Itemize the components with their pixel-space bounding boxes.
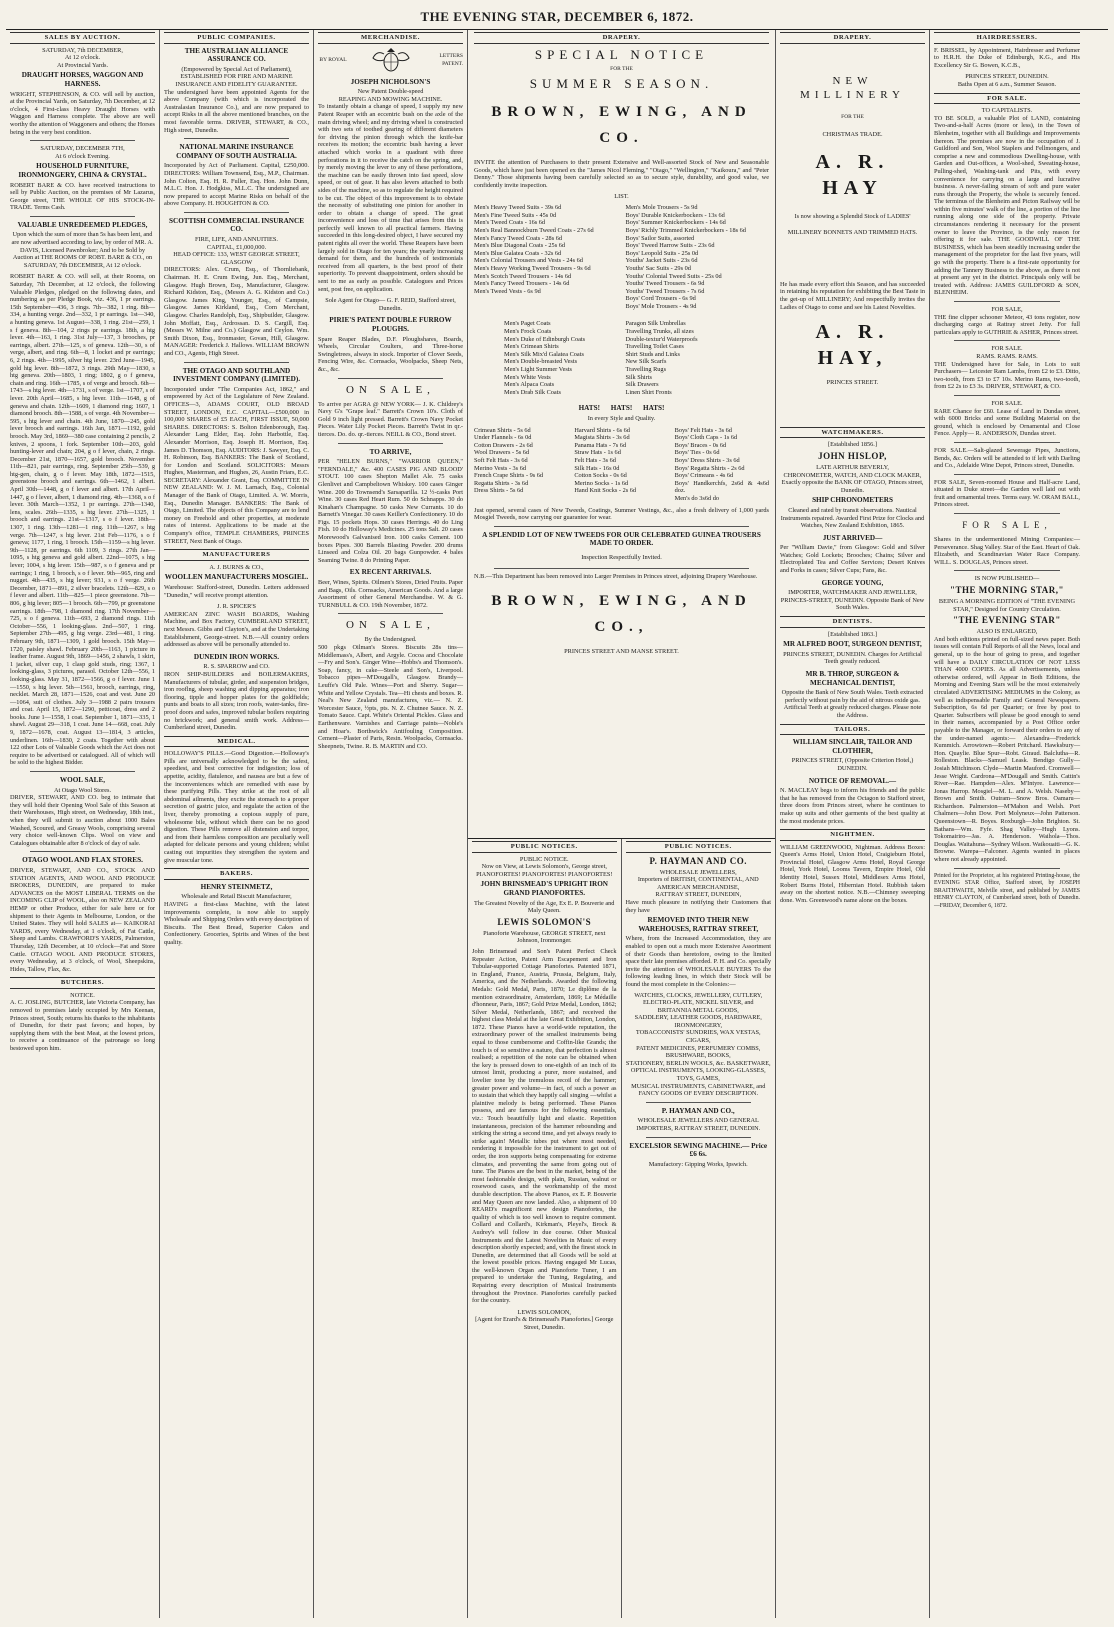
price-list-item: Boys' Leopold Suits - 25s 0d <box>625 249 699 257</box>
goods-list <box>474 320 769 396</box>
column-drapery-and-notices <box>468 30 776 1618</box>
price-list-item: Men's Colonial Trousers and Vests - 24s 6d <box>474 257 583 265</box>
goods-list-item: Men's White Vests <box>504 373 551 381</box>
jeweller-line: FANCY GOODS OF EVERY DESCRIPTION. <box>638 1090 759 1098</box>
divider <box>494 568 749 569</box>
sale-heading: FOR SALE. <box>991 399 1023 407</box>
goods-list-item: Silk Drawers <box>625 381 659 389</box>
hats-list-item: Boys' Braces - 0s 6d <box>674 441 727 449</box>
jeweller-line: OPTICAL INSTRUMENTS, LOOKING-GLASSES, TOYS, GAMES, <box>630 1067 766 1083</box>
goods-list-right <box>626 320 770 396</box>
notice-sub: The Greatest Novelty of the Age, Ex E. P. Bouverie and Maly Queen. <box>474 899 615 915</box>
price-list-item: Men's Fancy Tweed Coats - 28s 6d <box>474 234 563 242</box>
price-list-item: Youths' Colonial Tweed Suits - 25s 0d <box>625 272 722 280</box>
notice-body: A. C. JOSLING, BUTCHER, late Victoria Company, has removed to premises lately occupied by Mrs Keenan, Princes street, South; returns his thanks to the inhabitants of Dunedin, for their past favors; and hopes, by supplying them with the best Meat, at the lowest prices, to receive a continuance of the patronage so long bestowed upon him. <box>10 999 155 1053</box>
jeweller-line: PATENT MEDICINES, PERFUMERY COMBS, BRUSHWARE, BOOKS, <box>636 1044 761 1060</box>
hats-list-item: Magista Shirts - 3s 6d <box>574 434 630 442</box>
goods-list-item: Men's Frock Coats <box>504 328 552 336</box>
watch-late: LATE ARTHUR BEVERLY, <box>816 463 889 471</box>
firm-name: BROWN, EWING, AND CO. <box>491 104 752 147</box>
price-list-item: Men's Fine Tweed Suits - 45s 0d <box>474 211 557 219</box>
auction-title: VALUABLE UNREDEEMED PLEDGES, <box>17 220 148 229</box>
goods-list-item: Men's Light Summer Vests <box>504 366 573 374</box>
divider <box>184 212 289 213</box>
dentist-body: Opposite the Bank of New South Wales. Teeth extracted perfectly without pain by the aid of nitrous oxide gas. Artificial Teeth at greatly reduced charges. Please note the Address. <box>781 689 924 719</box>
rams-line: RAMS. RAMS. RAMS. <box>976 352 1038 360</box>
removal-title: NOTICE OF REMOVAL.— <box>808 776 897 785</box>
sale-body: THE Undersigned have for Sale, in Lots to suit Purchasers— Leicester Ram Lambs, from £2 to £3. Ditto, two-tooth, from £3 to £7 10s. Merino Rams, two-tooth, from £2 2s to £3 3s. DRIVER, STEWART, & CO. <box>934 360 1080 391</box>
morning-star-title: "THE MORNING STAR," <box>949 585 1065 596</box>
price-list-item: Boys' Durable Knickerbockers - 13s 6d <box>625 211 725 219</box>
jeweller-line: SADDLERY, LEATHER GOODS, HARDWARE, IRONMONGERY, <box>634 1014 762 1029</box>
millinery-title: NEW MILLINERY <box>800 74 905 101</box>
section-header: TAILORS. <box>780 724 925 736</box>
hats-list-item: Boys' Ties - 0s 6d <box>674 449 720 457</box>
published-being: BEING A MORNING EDITION of "THE EVENING STAR," Designed for Country Circulation. <box>938 598 1076 613</box>
maker-body: Warehouse: Stafford-street, Dunedin. Letters addressed "Dunedin," will receive prompt attention. <box>164 584 309 599</box>
sale-body: FOR SALE.—Salt-glazed Sewerage Pipes, Junctions, Bends, &c. Orders will be attended to if left with Darling and Co., Adelaide Wine Depot, Princes street, Dunedin. <box>934 446 1080 470</box>
hats-list-item: Felt Hats - 3s 6d <box>574 456 616 464</box>
crest-left-text: BY ROYAL <box>319 56 347 63</box>
medical-body: HOLLOWAY'S PILLS.—Good Digestion.—Holloway's Pills are universally acknowledged to be the safest, speediest, and best corrective for indigestion; loss of appetite, acidity, flatulence, and nausea are but a few of the inconveniences which are remedied with ease by these purifying Pills. They strike at the root of all abdominal ailments, they excite the stomach to a proper secretion of gastric juice, and regulate the action of the liver, thereby promoting a copious supply of pure, wholesome bile, without which there can be no good digestion. These Pills remove all distension and torpor, and from their harmless composition are peculiarly well adapted for delicate persons and young children; whilst casting out impurities they strengthen the system and give muscular tone. <box>164 750 309 864</box>
goods-list-left <box>474 320 618 396</box>
price-list-item: Boys' Mole Trousers - 4s 9d <box>625 302 697 310</box>
auction-title: WOOL SALE, <box>59 776 106 785</box>
sale-heading: EX RECENT ARRIVALS. <box>349 568 432 577</box>
maker-body: AMERICAN ZINC WASH BOARDS, Washing Machine, and Box Factory, CUMBERLAND STREET, next Messrs. Gibbs and Clayton's, and at the Undertaking Establishment, George-street. N.B.—All country orders addressed as above will be personally attended to. <box>164 610 309 649</box>
royal-coat-of-arms-icon <box>369 48 413 74</box>
goods-list-item: Men's Silk Mix'd Galatea Coats <box>504 350 584 358</box>
published-also: ALSO IS ENLARGED, <box>976 628 1038 636</box>
price-list-item: Men's Heavy Working Tweed Trousers - 9s 6d <box>474 264 591 272</box>
goods-list-item: Linen Shirt Fronts <box>625 388 672 396</box>
divider <box>30 216 135 217</box>
column-hairdressers-for-sale <box>930 30 1084 1618</box>
section-header: WATCHMAKERS. <box>780 427 925 439</box>
auction-time: At 6 o'clock Evening. <box>55 152 110 160</box>
sale-body: FOR SALE, Seven-roomed House and Half-acre Land, situated in Duke street—the Garden well laid out with fruit and ornamental trees. Terms easy. W. ORAM BALL, Princes street. <box>934 478 1080 509</box>
price-list-right <box>626 204 770 310</box>
section-header: SALES BY AUCTION. <box>10 32 155 44</box>
sale-body: RARE Chance for £60. Lease of Land in Dundas street, with 6000 Bricks and some Building Material on the ground, which is enclosed by Ornamental and Close Fence. Apply— R. ANDERSON, Dundas street. <box>934 407 1080 438</box>
goods-list-item: Men's Drab Silk Coats <box>504 388 561 396</box>
hats-list-item: Boys' Regatta Shirts - 2s 6d <box>674 464 745 472</box>
auction-title: HOUSEHOLD FURNITURE, IRONMONGERY, CHINA & CRYSTAL. <box>18 162 147 179</box>
divider <box>646 1137 752 1138</box>
auction-place: At Provincial Yards. <box>56 61 109 69</box>
sale-body: TO BE SOLD, a valuable Plot of LAND, containing Two-and-a-half Acres (more or less), in the Town of Blenheim, together with all Buildings and Improvements thereon. The premises are now in the occupation of J. Guildford and Son, Wool Staplers and Fellmongers, and comprise a new and commodious Dwelling-house, with Garden and Out-offices, a Wool-shed, Sweating-house, Pulling-shed, Washing-tank and Pits, with every convenience for carrying on a large and lucrative business. A never-failing stream of soft and pure water runs through the Property, the whole is securely fenced. The terminus of the Blenheim and Picton Railway will be within five minutes' walk of the line, a portion of the line running along one side of the property. Private circumstances rendering it necessary for the present owner to leave the Province, is the only reason for offering it for sale. THE GOODWILL OF THE BUSINESS, which has been steadily increasing under the management of the proprietor for the last five years, will go with the property. There is a first-rate opportunity for adding the Tannery Business to the above, as there is not at present any yet in the district. Principals only will be treated with. Address: JAMES GUILDFORD & SON, BLENHEIM. <box>934 114 1080 297</box>
jeweller-lines <box>626 992 772 1098</box>
maker-title: WOOLLEN MANUFACTURERS MOSGIEL. <box>164 573 309 582</box>
evening-star-title: "THE EVENING STAR" <box>953 615 1061 626</box>
hats-list-item: Boys' Cloth Caps - 1s 6d <box>674 434 738 442</box>
jeweller-removed: REMOVED INTO THEIR NEW WAREHOUSES, RATTRAY STREET, <box>638 916 759 933</box>
auction-body: Upon which the sum of more than 5s has been lent, and are now advertised according to law, by order of MR. A. DAVIS, Licensed Pawnbroker; And to be Sold by Auction at THE ROOMS OF ROBT. BARE & CO., on SATURDAY, 7th DECEMBER, At 12 o'clock. <box>11 231 154 269</box>
company-title: THE OTAGO AND SOUTHLAND INVESTMENT COMPANY (LIMITED). <box>172 366 301 384</box>
hay-body: He has made every effort this Season, and has succeeded in retaining his reputation for exhibiting the Best Taste in the get-up of MILLINERY; And respectfully invites the Ladies of Otago to come and see his Latest Novelties. <box>780 280 925 311</box>
imprint: Printed for the Proprietor, at his registered Printing-house, the EVENING STAR Office, Stafford street, by JOSEPH BRAITHWAITE, Melville street, and published by JAMES HENRY CLAYTON, of Cumberland street, both of Dunedin.—FRIDAY, December 6, 1872. <box>934 872 1080 909</box>
jeweller-line: WATCHES, CLOCKS, JEWELLERY, CUTLERY, <box>634 991 763 999</box>
goods-list-item: Travelling Trunks, all sizes <box>625 328 694 336</box>
company-body: The undersigned have been appointed Agents for the above Company (with which is incorporated the Australasian Insurance Co.), and are now prepared to accept Risks in all the above mentioned branches, on the most favorable terms. DRIVER, STEWART, & CO., High street, Dunedin. <box>164 88 309 134</box>
dealer-sign: LEWIS SOLOMON, <box>517 1308 572 1316</box>
sale-heading: FOR SALE. <box>991 345 1023 353</box>
goods-list-item: Shirt Studs and Links <box>625 350 680 358</box>
section-header: PUBLIC NOTICES. <box>626 841 772 853</box>
goods-list-item: Men's Crimean Shirts <box>504 343 559 351</box>
hats-list-item: Boys' Handkerchfs, 2s6d & 4s6d doz. <box>674 479 769 495</box>
tailor-body: PRINCES STREET, (Opposite Criterion Hotel,) DUNEDIN. <box>791 757 914 772</box>
price-list-item: Boys' Richly Trimmed Knickerbockers - 18s 6d <box>625 226 746 234</box>
notices-col-left <box>468 839 622 1618</box>
notices-block <box>468 839 775 1618</box>
hats-list-col <box>675 427 769 503</box>
divider <box>954 570 1060 571</box>
watch-ship: SHIP CHRONOMETERS <box>812 496 893 505</box>
hats-list-item: Dress Shirts - 5s 6d <box>474 487 524 495</box>
auction-time: At 12 o'clock. <box>64 54 101 62</box>
auction-body: DRIVER, STEWART, AND CO. beg to intimate that they will hold their Opening Wool Sale of this Season at their Warehouses, High street, on Wednesday, 18th inst., when they will submit to auction about 1000 Bales Washed, Scoured, and Greasy Wools, comprising several very choice well-known Clips. Wool on view and Catalogues obtainable after 8 o'clock of day of sale. <box>10 794 155 847</box>
auction-body: ROBERT BARE & CO. have received instructions to sell by Public Auction, on the premises of Mr Lazarus, George street, THE WHOLE OF HIS STOCK-IN-TRADE. Terms Cash. <box>10 181 155 212</box>
hairdresser-hours: Baths Open at 6 a.m., Summer Season. <box>957 80 1057 88</box>
merch-sub: New Patent Double-speed <box>357 88 424 96</box>
goods-list-item: Travelling Rugs <box>625 366 667 374</box>
sale-heading: TO ARRIVE, <box>369 447 412 456</box>
section-header: NIGHTMEN. <box>780 829 925 841</box>
auction-title: DRAUGHT HORSES, WAGGON AND HARNESS. <box>21 71 144 88</box>
divider <box>954 395 1060 396</box>
divider <box>184 362 289 363</box>
section-header: PUBLIC NOTICES. <box>472 841 617 853</box>
firm-name: BROWN, EWING, AND CO., <box>491 593 752 636</box>
hats-list-item: Merino Vests - 3s 6d <box>474 464 527 472</box>
sale-body: PER "HELEN BURNS," "WARRIOR QUEEN," "FERNDALE," &c. 400 CASES PIG AND BLOOD' STOUT. 100 cases Shepton Mallet Ale. 75 casks Glenlivet and Campbeltown Whiskey. 100 cases Ginger Wine. 200 do Townsend's Sarsaparilla. 12 ½-casks Port Wine. 30 cases Red Heart Rum. 50 do Schnapps. 30 do Kinahan's Champagne. 50 casks New Currants. 10 do Barnett's Vinegar. 30 cases Keiller's Confectionery. 10 do Figs. 15 pockets Hops. 30 cases Herrings. 40 do Ling Fish. 10 do Holloway's Medicines. 25 tons Salt. 20 cases Morewood's Galvanised Iron. 100 casks Cement. 100 boxes Pipes. 300 Barrels Blasting Powder. 200 drums Linseed and Colza Oil. 20 bags Gunpowder. 4 bales Seaming Twine. 8 do Printing Paper. <box>318 458 463 564</box>
maker-name: R. S. SPARROW and CO. <box>203 663 270 671</box>
crest-row <box>318 48 463 74</box>
hay-name: A. R. HAY <box>815 150 890 199</box>
section-header: BAKERS. <box>164 868 309 880</box>
masthead: THE EVENING STAR, DECEMBER 6, 1872. <box>6 6 1108 30</box>
sale-heading: TO CAPITALISTS. <box>981 107 1033 115</box>
section-header: PUBLIC COMPANIES. <box>164 32 309 44</box>
company-body: DIRECTORS: Alex. Crum, Esq., of Thornliebank, Chairman. H. E. Crum Ewing, Jun. Esq., Merchant, Glasgow. Hugh Brown, Esq., Manufacturer, Glasgow. Richard Kidston, Esq., (Messrs A. G. Kidston and Co.) Glasgow. James King, Younger, Esq., of Campsie, Glasgow. James Kirkland, Esq., Corn Merchant, Glasgow. Charles Randolph, Esq., Shipbuilder, Glasgow. John Moffatt, Esq., Ardrossan. D. S. Cargill, Esq. (Messrs W. Milne and Co.) Glasgow and Ceylon. Wm. Smith Dixon, Esq., Ironmaster, Govan, Hill, Glasgow. MANAGER: Frederick J. Hallows. WILLIAM BROWN and CO., Agents, High Street. <box>164 266 309 357</box>
jeweller-body: Have much pleasure in notifying their Customers that they have <box>625 898 771 914</box>
price-list-item: Men's Tweed Vests - 6s 9d <box>474 287 541 295</box>
millinery-for: FOR THE <box>841 113 864 120</box>
hats-list-item: Hand Knit Socks - 2s 6d <box>574 487 637 495</box>
divider <box>184 138 289 139</box>
section-header: MEDICAL. <box>164 736 309 748</box>
hats-list-item: French Crape Shirts - 9s 6d <box>474 472 544 480</box>
price-list-item: Men's Tweed Coats - 16s 6d <box>474 219 546 227</box>
goods-list-item: Travelling Toilet Cases <box>625 343 684 351</box>
hats-list-item: Silk Hats - 16s 0d <box>574 464 620 472</box>
divider <box>494 526 749 527</box>
company-title: NATIONAL MARINE INSURANCE COMPANY OF SOUTH AUSTRALIA. <box>176 143 297 160</box>
company-body: Incorporated under "The Companies Act, 1862," and empowered by Act of the Legislature of New Zealand. OFFICES—3, ADAMS COURT, OLD BROAD STREET, LONDON, E.C. CAPITAL—£500,000 in 100,000 SHARES of £5 EACH, FIRST ISSUE, 50,000 SHARES. DIRECTORS: S. Bolton Edenborough, Esq. Alexander Lang Elder, Esq. John Harbottle, Esq. Alexander Morrison, Esq. Joseph H. Morrison, Esq. James D. Thomson, Esq. AUDITORS: J. Sawyer, Esq. C. H. Robinson, Esq. BANKERS: The Bank of Scotland, for London and Scotland. SOLICITORS: Messrs Hughes, Masterman, and Hughes, 26, Austin Friars, E.C. SECRETARY: Alexander Grant, Esq. COMMITTEE IN NEW ZEALAND: W. J. M. Larnach, Esq., Colonial Manager of the Bank of Otago, Limited. A. W. Morris, Esq., Dunedin Manager. BANKERS: The Bank of Otago, Limited. The objects of this Company are to lend money on Freehold and other properties, at moderate rates of interest. Applications to be made at the Company's office, TEMPLE CHAMBERS, PRINCES STREET, Next Bank of Otago. <box>164 385 309 545</box>
list-heading: LIST. <box>614 192 629 200</box>
jeweller-street: RATTRAY STREET, DUNEDIN, <box>655 891 742 899</box>
price-list-item: Men's Blue Galatea Coats - 32s 6d <box>474 249 562 257</box>
sale-body: THE fine clipper schooner Meteor, 43 tons register, now discharging cargo at Rattray street Jetty. For full particulars apply to GUTHRIE & ASHER, Princes street. <box>934 313 1080 336</box>
maker-name: A. J. BURNS & CO., <box>209 563 264 571</box>
hay-address: PRINCES STREET. <box>826 379 879 387</box>
baker-name: HENRY STEINMETZ, <box>200 882 273 891</box>
special-notice: SPECIAL NOTICE <box>534 46 709 62</box>
tailor-title: WILLIAM SINCLAIR, TAILOR AND CLOTHIER, <box>792 738 913 755</box>
sale-heading: FOR SALE, <box>962 520 1052 531</box>
merch-title: PIRIE'S PATENT DOUBLE FURROW PLOUGHS. <box>329 316 452 333</box>
company-title: SCOTTISH COMMERCIAL INSURANCE CO. <box>169 216 304 234</box>
price-list-item: Boys' Sailor Suits, assorted <box>625 234 695 242</box>
hats-list-item: Panama Hats - 7s 6d <box>574 441 627 449</box>
arrived-body: Per "William Davie," from Glasgow: Gold and Silver Watches; Gold Lockets; Brooches; Chains; Silver and Electroplated Tea and Coffee Services; Desert Knives and Forks in cases; Silver Cups; Fans, &c. <box>780 544 925 575</box>
baker-sub: Wholesale and Retail Biscuit Manufacturer, <box>181 893 292 901</box>
auction-sub: At Otago Wool Stores. <box>53 786 112 794</box>
notice-title: JOHN BRINSMEAD'S UPRIGHT IRON GRAND PIANOFORTES. <box>480 880 608 897</box>
hats-list-item: Boys' Crimeans - 4s 6d <box>674 472 734 480</box>
sale-body: To arrive per AGRA @ NEW YORK— J. K. Childrey's Navy G's "Grape leaf." Barrett's Crown 10's. Cloth of Gold 9 inch light pressed. Barrett's Crown Navy Pocket Pieces. Water Lily Pocket Pieces. Barrett's Twist in qr.-tierces. Do. do. qr.-tierces. NEILL & CO., Bond street. <box>318 400 463 438</box>
section-header: FOR SALE. <box>934 93 1080 105</box>
drapery-intro: INVITE the attention of Purchasers to their present Extensive and Well-assorted Stock of New and Seasonable Goods, which have just been opened ex the "James Nicol Fleming," "Otago," "Wellington," "Kaikoura," and "Peter Denny." Those shipments having been carefully selected so as to secure style, durability, and good value, we confidently invite inspection. <box>474 159 769 189</box>
column-merchandise <box>314 30 468 1618</box>
price-list <box>474 204 769 310</box>
watch-body: CHRONOMETER, WATCH, AND CLOCK MAKER, Exactly opposite the BANK OF OTAGO, Princes street, Dunedin. <box>781 471 924 494</box>
price-list-item: Men's Scotch Tweed Trousers - 14s 6d <box>474 272 572 280</box>
divider <box>30 771 135 772</box>
price-list-item: Youths' Jacket Suits - 23s 6d <box>625 257 698 265</box>
dentist-title: MR ALFRED BOOT, SURGEON DENTIST, <box>783 640 922 649</box>
for-the: FOR THE <box>610 65 633 72</box>
removal-body: N. MACLEAY begs to inform his friends and the public that he has removed from the Octagon to Stafford street, three doors from Princes street, where he continues to make up suits and other garments of the best quality at the most moderate prices. <box>780 787 925 825</box>
auction-title: OTAGO WOOL AND FLAX STORES. <box>22 856 143 865</box>
sale-heading: ON SALE, <box>346 619 435 632</box>
sale-heading: FOR SALE, <box>991 306 1023 313</box>
maker-name: J. R. SPICER'S <box>217 603 256 611</box>
price-list-item: Boys' Cord Trousers - 6s 9d <box>625 295 696 303</box>
goods-list-item: Silk Shirts <box>625 373 652 381</box>
jeweller-line: TOBACCONISTS' SUNDRIES, WAX VESTAS, CIGARS, <box>635 1029 761 1045</box>
hats-list-item: Boys' Dress Shirts - 3s 6d <box>674 456 740 464</box>
baker-body: HAVING a first-class Machine, with the latest improvements complete, is now able to supply Wholesale and Shipping Orders with every description of Biscuits. The Best Bread, Superior Cakes and Confectionery. Groceries, Spirits and Wines of the best quality. <box>164 900 309 946</box>
goods-list-item: Men's Alpaca Coats <box>504 381 555 389</box>
auction-body: WRIGHT, STEPHENSON, & CO. will sell by auction, at the Provincial Yards, on Saturday, 7th December, at 12 o'clock, 4 First-class Heavy Draught Horses with Waggon and Harness complete. The above are well worthy the attention of Waggoners and others; the Horses being in the very best condition. <box>10 90 155 136</box>
notice-title: NOTICE. <box>70 991 95 999</box>
published-body: And both editions printed on full-sized news paper. Both issues will contain Full Reports of all the News, local and general, up to the hour of going to press, and together will have a DAILY CIRCULATION OF NOT LESS THAN 4000 COPIES. As all Advertisements, unless otherwise ordered, will Appear in Both Editions, the Morning and Evening Stars will be the most extensively circulated ADVERTISING MEDIUMS in the Colony, as well as indispensable Family and General Newspapers. Subscription, 6s 6d per Quarter; or free by post to Quarter. Subscribers will please be good enough to send in their names, accompanied by a Post Office order payable to the Manager, or forward their orders to any of the under-named agents:— Alexandra—Frederick Kummich. Arrowtown—Robert Pritchard. Hawksbury—Hon. Quaylie. Blue Spur—Robt. Giraud. Balclutha—R. Rolleston. Blacks—Samuel Leask. Bendigo Gully—Josiah Mitchinson. Clyde—Martin Mauford. Cromwell—Jesse Wright. Cardrona—M'Dougall and Smith. Cattin's River—Rae. Hampden—Alex. M'Intyre. Lawrence—Jonas Harrop. Mosgiel—M. L. and A. Welsh. Naseby—Brown and Smith. Outram—Snow Bros. Oamaru—Richardson. Palmerston—M'Mahon and Welsh. Port Chalmers—John Dow. Port Molyneux—John Patterson. Queenstown—R. Boyes. Roxburgh—John Brighton. St. Bathans—Wm. Fyfe. Shag Valley—Hugh Lyons. Tokomairiro—Jas. A. Henderson. Waihola—Thos. Douglas. Waitahuna—Sydney Wilson. Waikouaiti—G. K. Browne. Warepa—Falconer. Agents wanted in places where not already appointed. <box>934 635 1080 864</box>
jeweller-line: ELECTRO-PLATE, NICKEL SILVER, and BRITANNIA METAL GOODS, <box>642 999 754 1014</box>
drapery-block <box>468 30 775 839</box>
merch-body: Spare Reaper Blades, D.F. Ploughshares, Boards, Wheels, Circular Coulters, and Three-horse Swingletrees, always in stock. Importer of Clover Seeds, Fencing Wire, &c. Cornsacks, Woolpacks, Sheep Nets, &c., &c. <box>318 335 463 373</box>
merch-body: To instantly obtain a change of speed, I supply my new Patent Reaper with an eccentric bush on the axle of the main driving wheel; and my driving wheel is constructed with two sets of toothed gearing of different diameters for driving the pinion through which the knife-bar receives its motion; the eccentric bush having a lever attached which works in a quadrant with three perforations in it to receive the catch on the spring, and, by merely moving the lever to any of these perforations, the machine can be easily thrown into fast speed, slow speed, or out of gear. It has also levers attached to both sides of the machine, so as to regulate the height required to be cut. The object of this improvement is to obviate the necessity of substituting one pinion for another in order to obtain a change of speed. The great inconvenience and loss of time that arises from this is perfectly well known to all practical farmers. Having succeeded in this long-desired object, I have secured my patent rights all over the world. These Reapers have been largely sold in Otago for ten years; the yearly increasing demand for them, and the hundreds of testimonials received from all quarters, is the best proof of their superiority. To prevent disappointment, orders should be sent to me as early as possible. Catalogues and Prices sent, post free, on application. <box>318 103 463 293</box>
company-title: THE AUSTRALIAN ALLIANCE ASSURANCE CO. <box>184 46 289 64</box>
young-body: IMPORTER, WATCHMAKER AND JEWELLER, PRINCES-STREET, DUNEDIN. Opposite Bank of New South Wales. <box>780 589 925 612</box>
watch-name: JOHN HISLOP, <box>818 450 887 461</box>
hats-list-item: Boys' Felt Hats - 3s 6d <box>674 426 732 434</box>
divider <box>338 443 443 444</box>
column-drapery-watchmakers <box>776 30 930 1618</box>
dealer-name: LEWIS SOLOMON'S <box>497 916 592 927</box>
hats-list-item: Wool Drawers - 5s 6d <box>474 449 530 457</box>
hairdresser-address: PRINCES STREET, DUNEDIN. <box>965 73 1049 81</box>
hats-list-item: Straw Hats - 1s 6d <box>574 449 621 457</box>
divider <box>954 513 1060 514</box>
price-list-left <box>474 204 618 310</box>
company-capital: CAPITAL, £1,000,000. <box>206 243 267 251</box>
goods-list-item: Men's Duke of Edinburgh Coats <box>504 335 586 343</box>
price-list-item: Youths' Tweed Trousers - 7s 6d <box>625 287 705 295</box>
notice-title: PUBLIC NOTICE. <box>519 855 569 863</box>
auction-date: SATURDAY, DECEMBER 7TH, <box>40 145 125 153</box>
arrived-title: JUST ARRIVED— <box>822 533 883 542</box>
trousers-line: A SPLENDID LOT OF NEW TWEEDS FOR OUR CELEBRATED GUINEA TROUSERS MADE TO ORDER. <box>482 530 761 548</box>
section-header: DENTISTS. <box>780 616 925 628</box>
hats-list-item: Crimean Shirts - 5s 6d <box>474 426 531 434</box>
column-public-companies <box>160 30 314 1618</box>
goods-list-item: Paragon Silk Umbrellas <box>625 320 686 328</box>
divider <box>30 140 135 141</box>
jeweller-body: Where, from the Increased Accommodation, they are enabled to open out a much more Extensive Assortment of their Goods than heretofore, owing to the limited space their late premises afforded. P. H. and Co. specially invite the attention of WHOLESALE BUYERS To the following leading lines, in which their Stock will be found the most complete in the Colonies:— <box>625 935 771 988</box>
divider <box>338 378 443 379</box>
goods-list-item: Men's Double-breasted Vests <box>504 358 578 366</box>
nightman-body: WILLIAM GREENWOOD, Nightman. Address Boxes: Queen's Arms Hotel, Union Hotel, Craigieburn Hotel, Provincial Hotel, Glasgow Arms Hotel, Royal George Hotel, York Hotel, Looms Tavern, Empire Hotel, Old Identity Hotel, Sussex Hotel, Middlesex Arms Hotel, Robert Burns Hotel, Hibernian Hotel. Rubbish taken away on the shortest notice. N.B.—Chimney sweeping done. Wm. Greenwood's name alone on the boxes. <box>780 843 925 904</box>
price-list-item: Boys' Summer Knickerbockers - 14s 6d <box>625 219 726 227</box>
jeweller-name: P. HAYMAN AND CO. <box>649 855 748 866</box>
price-list-item: Boys' Tweed Harrow Suits - 23s 6d <box>625 242 715 250</box>
sewing-title: EXCELSIOR SEWING MACHINE.— Price £6 6s. <box>629 1141 768 1159</box>
column-grid <box>6 30 1108 1618</box>
crest-right-text: LETTERS PATENT. <box>439 53 463 67</box>
notices-col-right <box>622 839 776 1618</box>
hats-list-item: Under Flannels - 6s 0d <box>474 434 532 442</box>
sale-body: Shares in the undermentioned Mining Companies:— Perseverance. Shag Valley. Star of the East. Heart of Oak. Elizabeth, and Scandinavian Water Race Company. WILL. S. DOUGLAS, Princes street. <box>934 536 1080 566</box>
goods-list-item: Double-textur'd Waterproofs <box>625 335 698 343</box>
notice-body: Now on View, at Lewis Solomon's, George street, PIANOFORTES! PIANOFORTES! PIANOFORTES! <box>476 863 613 878</box>
firm-address: PRINCES STREET AND MANSE STREET. <box>564 648 679 656</box>
price-list-item: Men's Heavy Tweed Suits - 39s 6d <box>474 204 562 212</box>
auction-date: SATURDAY, 7th DECEMBER, <box>42 46 123 54</box>
company-sub: (Empowered by Special Act of Parliament), ESTABLISHED FOR FIRE AND MARINE INSURANCE AND FIDELITY GUARANTEE. <box>175 65 298 88</box>
watch-ship-body: Cleaned and rated by transit observations. Nautical Instruments repaired. Awarded First Prize for Clocks and Watches, New Zealand Exhibition, 1865. <box>780 506 925 530</box>
hats-heading: HATS! HATS! HATS! <box>578 404 665 413</box>
jeweller-line: MUSICAL INSTRUMENTS, CABINETWARE, and <box>631 1082 766 1090</box>
hats-list-item: Regatta Shirts - 3s 6d <box>474 479 529 487</box>
section-header: MERCHANDISE. <box>318 32 463 44</box>
hay-body: Is now showing a Splendid Stock of LADIES' MILLINERY BONNETS AND TRIMMED HATS. <box>787 212 918 236</box>
maker-title: DUNEDIN IRON WORKS. <box>193 652 280 661</box>
price-list-item: Men's Real Bannockburn Tweed Coats - 27s 6d <box>474 226 594 234</box>
divider <box>954 868 1060 869</box>
sale-heading: ON SALE, <box>346 383 435 396</box>
watch-est: [Established 1856.] <box>828 441 877 449</box>
notice-body: John Brinsmead and Son's Patent Perfect Check Repeater Action, Patent Arm Escapement and Iron Tubular-supported Cottage Pianofortes. Patented 1871, in England, France, Austria, Prussia, Belgium, Italy, America, and the Netherlands. Awarded the following Medals: Gold Medal, Paris, 1870; Le diplôme de la mention extraordinaire, Amsterdam, 1869; Le Médaille d'honneur, Paris, 1867; Gold Prize Medal, London, 1862; Silver Medal, Netherlands, 1867; and received the highest class Medal at the late Great Exhibition, London, 1872. These Pianos have a world-wide reputation, the extraordinary power of the smallest instruments being equal to those cumbersome and Coffin-like Grands; the touch is of so sensitive a nature, that perfection is almost realised; a repetition of the note can be obtained when the key is pressed down to one-eighth of an inch of its utmost limit, producing a purer, more sustained, and lovelier tone by the tremulous recoil of the hammer; greater power and volume—in fact, of such a power as to sustain that which they happily call singing —whilst a plaintive melody is being performed. These Pianos possess, and are famous for the following essentials, viz.: Touch beautifully light and elastic. Repetition instantaneous, precision of the hammer rebounding and striking the string a second time, and yet always ready to strike again! Metallic tubes put where most needed, rendering it impossible for the instrument to get out of order, the iron supports being compensating for extreme climates, and preventing the same from going out of tune. The Pianos are the best in the market, being of the most fashionable design, with plain, Russian, walnut or rosewood cases, and the workmanship of the most durable description. The above Pianos, ex E. P. Bouverie and May Queen are now landed. Also, a shipment of 10 REARD's magnificent new design Pianofortes, the quality of which is too well known to require comment. Collard and Collard's, Kirkman's, Pleyel's, Brock & Audrey's will follow in due course. Other Musical Instruments and the Latest Novelties in Music of every description shortly expected; and, with the finest stock in Dunedin, are determined that all Goods will be sold at the lowest possible prices. Having engaged Mr Lucas, the well-known Organ and Pianoforte Tuner, I am prepared to undertake the Tuning, Regulating, and Repairing every description of Musical Instruments throughout the Province. Pianofortes carefully packed for the country. <box>472 947 617 1305</box>
young-title: GEORGE YOUNG, <box>821 578 884 587</box>
section-header: HAIRDRESSERS. <box>934 32 1080 44</box>
company-sub: FIRE, LIFE, AND ANNUITIES. <box>195 236 278 244</box>
divider <box>338 613 443 614</box>
dentist-title: MR B. THROP, SURGEON & MECHANICAL DENTIST, <box>805 670 900 687</box>
hats-list-item: Cotton Drawers - 2s 6d <box>474 441 533 449</box>
dentist-est: [Established 1863.] <box>828 630 877 638</box>
jeweller-sub: WHOLESALE JEWELLERS, <box>659 868 737 876</box>
section-header: DRAPERY. <box>474 32 769 44</box>
merch-title: JOSEPH NICHOLSON'S <box>350 77 431 86</box>
column-sales-by-auction <box>6 30 160 1618</box>
merch-head: REAPING AND MOWING MACHINE. <box>338 95 443 103</box>
divider <box>954 301 1060 302</box>
hats-list-item: Men's do 3s6d do <box>674 494 719 502</box>
hay-name: A. R. HAY, <box>815 321 890 370</box>
merch-agent: Sole Agent for Otago— G. F. REID, Stafford street, Dunedin. <box>325 297 456 312</box>
sale-body: 500 pkgs Oilman's Stores. Biscuits 28s tins—Middlemass's, Albert, and Argyle. Cocoa and Chocolate—Fry and Son's. Ginger Wine—Hobbs's and Thomson's. Soap, fancy, in cake—Steele and Son's, Liverpool. Tobacco pipes—M'Dougall's, Glasgow. Brandy—Leuffe's Old Pale. Wines—Port and Sherry. Sugar—White and Yellow Crystals. Tea—Hi chests and boxes. R. Neal's New Zealand manufactures, viz.— N. Z. Worcester Sauce, ½pts, pts. N. Z. Chutnee Sauce. N. Z. Tomato Sauce. Capt. White's Oriental Pickles. Glass and Earthenware. Varnishes and Carriage paints—Noble's and Hoar's. Borthwick's Antifouling Composition. Cement—Plaster of Paris, Resin. Woolpacks, Cornsacks. Sheepnets, Twine. R. B. MARTIN and CO. <box>318 644 463 750</box>
summer-season: SUMMER SEASON. <box>529 76 714 92</box>
goods-list-item: Men's Paget Coats <box>504 320 551 328</box>
inspection-line: Inspection Respectfully Invited. <box>581 553 662 561</box>
section-header: MANUFACTURERS <box>164 549 309 561</box>
goods-list-item: New Silk Scarfs <box>625 358 667 366</box>
hats-list-col <box>574 427 668 503</box>
drapery-nb: N.B.—This Department has been removed into Larger Premises in Princes street, adjoining Drapery Warehouse. <box>474 572 758 580</box>
hats-list-item: Cotton Socks - 0s 6d <box>574 472 627 480</box>
hats-list <box>474 427 769 503</box>
jeweller-line: STATIONERY, BERLIN WOOLS, &c. BASKETWARE, <box>625 1059 771 1067</box>
published-head: IS NOW PUBLISHED— <box>974 575 1040 583</box>
pledge-list: ROBERT BARE & CO. will sell, at their Rooms, on Saturday, 7th December, at 12 o'clock, the following Valuable Pledges, pledged on the following dates, and numbering as per Pledge Book, viz. 436, 1 pr earrings. 15th September—436, 3 rings. 7th—382, 1 ring. 8th—334, a hunting verge. 2nd—332, 1 pr earrings. 1st—340, a hunting geneva. 1st August—338, 1 ring. 21st—259, 1 s f geneva. 8th—104, 2 rings pr earrings. 18th, a htg lever. 4th—163, 1 ring. 31st July—137, 3 brooches, pr earrings, albert. 27th—125, s of geneva. 12th—30, s of verge, albert, and ring. 6th—8, 1 locket and pr earrings; 6, 2 rings. 4th—1995, silver htg lever. 23rd June—1945, gold htg lever. 8th—1872, 3 rings. 29th May—1830, s htg geneva. 20th—1803, 1 ring; 1802, g o f geneva, chain and ring. 16th—1785, s of verge and brooch. 6th—1743—s htg lever. 4th—1731, s of verge. 1st—1707, s of lever. 20th April—1685, s htg lever. 11th—1648, g of geneva and chain. 12th—1609, 1 diamond ring; 1607, 1 diamond brooch. 8th—1588, s of verge. 4th November—595, s htg lever and chain. 4th June, 1870—245, gold lever brooch and earrings. 16th Jan, 1871—1192, gold brooch. May 3rd, 1869—380 case containing 2 pencils, 2 knives, 2 spoons, 1 fork. September 10th—203, gold hunting-lever and chain; 204, g o f lever, chain, 2 rings. December 21st, 1870—1657, gold brooch. November 11th—821, pair earrings, ring. September 25th—539, g htg-gen, chain, g o f lever. May 18th, 1872—1515, greenstone brooch and earrings. 6th—1462, 1 albert. April 30th—1448, g o f lever and albert. 17th April—1447, g o f lever, albert, 1 diamond ring. 4th—1368, s o f lever. 30th March—1352, 1 pr earrings. 27th—1340, lens, scales. 26th—1335, s htg lever. 27th—1325, 1 brooch and earrings. 21st—1317, s o f lever. 18th—1307, 1 ring. 13th—1281—1 ring. 11th—1267, s htg verge. 7th—1247, s htg lever. 21st Feb—1176, s o f geneva; 1177, 1 ring, 1 brooch. 15th—1159—s htg lever. 9th—1128, pr earrings. 6th 1109, 3 rings. 27th Jan—1095, s htg geneva and gold albert. 22nd—1075, s htg lever; 1004, s htg lever. 15th—987, s o f geneva and pr earrings; 1 ring, 1 brooch, s o f lever. 9th—965, ring and nugget. 4th—435, s htg lever; 931, s o f verge. 26th December, 1871—891, 2 silver bracelets. 12th—829, s o f lever and albert. 11th—825—1 piece greenstone. 7th—806, g htg lever; 805—1 brooch. 6th—799, pr greenstone earrings. 18th—798, 1 diamond ring. 17th November—725, s o f geneva. 11th—693, 2 diamond rings. 11th October—556, 1 looking-glass. 2nd—507, 1 ring. September 27th—495, g htg verge. 23rd—481, 1 ring. February 9th, 1871—1309, 1 gold brooch. 15th May—1720, paisley shawl. February 20th—1163, 1 picture in leather frame. August 9th, 1869—1456, 2 shawls, 1 skirt, 1 jacket, silver cup, 1 clasp gold studs, ring; 1367, 1 looking-glass, 3 pictures, parasol. October 12th—556, 1 looking-glass. May 31, 1872—1566, g o f lever. June 1—1550, s htg lever. 5th—1561, brooch, earrings, ring, necklet. March 28, 1871—1526, coat and vest. June 20—1064, suit of clothes. July 3—1988 2 pairs trousers and coat. April 15, 1872—1290, petticoat, dress and 2 books. June 1—1558, 1 coat. September 1, 1871—335, 1 shawl. August 29—318, 1 coat. June 14—668, coat. July 9, 1872—1678, coat. August 13—1814, 3 articles, underlinen. 16th—1830, 2 coats. Together with about 122 other Lots of Valuable Goods which the Act does not require to be advertised or catalogued. All of which will be sold to the highest Bidder. <box>10 273 155 767</box>
sewing-body: Manufactory: Gipping Works, Ipswich. <box>648 1160 748 1168</box>
price-list-item: Men's Blue Diagonal Coats - 25s 6d <box>474 242 566 250</box>
sale-sub: By the Undersigned. <box>364 636 417 644</box>
divider <box>30 851 135 852</box>
price-list-item: Youths' Tweed Trousers - 6s 9d <box>625 280 705 288</box>
divider <box>954 474 1060 475</box>
hats-list-item: Soft Felt Hats - 3s 6d <box>474 456 528 464</box>
section-header: BUTCHERS. <box>10 977 155 989</box>
maker-body: IRON SHIP-BUILDERS and BOILERMAKERS, Manufacturers of tubular, girder, and suspension bridges, iron rooflng, sheep washing and dipping apparatus; iron flooring, tipple and hopper plates for the goldfields; punts and boats to all sizes; iron roofs, water-tanks, fire-proof doors and safes, improved tubular boilers requiring no brickwork; and general smith work. Address—Cumberland street, Dunedin. <box>164 670 309 732</box>
hairdresser-body: F. BRISSEL, by Appointment, Hairdresser and Perfumer to H.R.H. the Duke of Edinburgh, K.G., and His Excellency Sir G. Bowen, K.C.B., <box>934 46 1080 69</box>
divider <box>954 340 1060 341</box>
drapery-notice-body: Just opened, several cases of New Tweeds, Coatings, Summer Vestings, &c., also a fresh delivery of 1,000 yards Mosgiel Tweeds, now carrying our guarantee for wear. <box>474 506 769 522</box>
section-header: DRAPERY. <box>780 32 925 44</box>
jeweller-imports: Importers of BRITISH, CONTINENTAL, AND AMERICAN MERCHANDISE, <box>637 876 759 891</box>
company-office: HEAD OFFICE: 133, WEST GEORGE STREET, GLASGOW <box>173 251 300 266</box>
company-body: Incorporated by Act of Parliament. Capital, £250,000. DIRECTORS: William Townsend, Esq., M.P., Chairman. John Colton, Esq. H. R. Fuller, Esq. Hon. John Dunn, M.L.C. Hon. J. Hodgkiss, M.L.C. The undersigned are now prepared to accept Marine Risks on behalf of the above Company. H. HOUGHTON & CO. <box>164 162 309 208</box>
jeweller-body: WHOLESALE JEWELLERS AND GENERAL IMPORTERS, RATTRAY STREET, DUNEDIN. <box>636 1117 761 1132</box>
jeweller-name: P. HAYMAN AND CO., <box>661 1106 735 1115</box>
hats-list-col <box>474 427 568 503</box>
divider <box>954 442 1060 443</box>
dentist-body: PRINCES STREET, DUNEDIN. Charges for Artificial Teeth greatly reduced. <box>783 650 922 666</box>
price-list-item: Men's Fancy Tweed Trousers - 14s 6d <box>474 280 570 288</box>
divider <box>646 1102 752 1103</box>
price-list-item: Youths' Sac Suits - 29s 0d <box>625 264 691 272</box>
auction-body: DRIVER, STEWART, AND CO., STOCK AND STATION AGENTS, AND WOOL AND PRODUCE BROKERS, DUNEDIN, are prepared to make ADVANCES on the MOST LIBERAL TERMS on the INCOMING CLIP of WOOL, also on NEW ZEALAND HEMP or other Produce, either for sale here or for shipment to their Agents in Melbourne, London, or the United States. They will hold SALES at— KAIKORAI YARDS, every Wednesday, at 1 o'clock, of Fat Cattle, Sheep and Lambs. CRAWFORD'S YARDS, Palmerston, Thursday, 12th December, at 10 o'clock—Fat and Store Cattle. OTAGO WOOL AND PRODUCE STORES, every Wednesday, at 3 o'clock, of Wool, Sheepskins, Hides, Tallow, Flax, &c. <box>10 866 155 973</box>
hats-list-item: Harvard Shirts - 6s 6d <box>574 426 630 434</box>
hats-sub: In every Style and Quality. <box>587 415 656 422</box>
dealer-sign-2: [Agent for Erard's & Brinsmead's Pianofortes.] George Street, Dunedin. <box>475 1316 614 1332</box>
price-list-item: Men's Mole Trousers - 5s 9d <box>625 204 698 212</box>
hats-list-item: Merino Socks - 1s 6d <box>574 479 629 487</box>
millinery-trade: CHRISTMAS TRADE. <box>822 131 883 139</box>
dealer-address: Pianoforte Warehouse, GEORGE STREET, next Johnson, Ironmonger. <box>483 929 606 945</box>
sale-body: Beer, Wines, Spirits. Oilmen's Stores, Dried Fruits. Paper and Bags, Oils. Cornsacks, American Goods. And a large Assortment of other General Merchandise. W. & G. TURNBULL & CO. 19th November, 1872. <box>318 579 463 609</box>
